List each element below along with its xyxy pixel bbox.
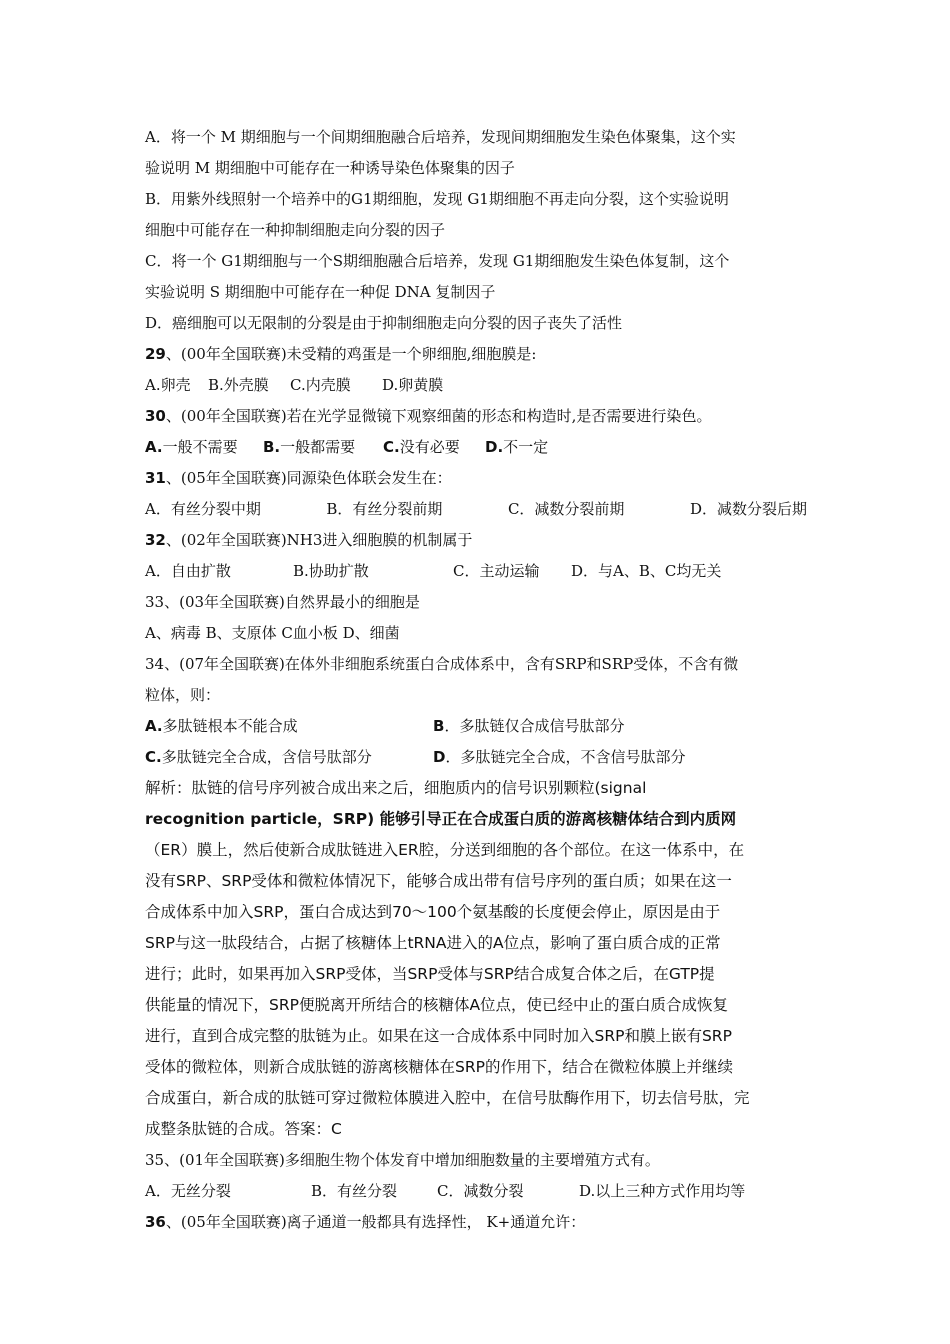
q30-number: 30: [145, 407, 166, 425]
q32-option: B.协助扩散: [293, 562, 369, 580]
q30-option: D.不一定: [485, 438, 549, 456]
q36-number: 36: [145, 1213, 166, 1231]
q32-option: D．与A、B、C均无关: [571, 562, 722, 580]
analysis-line: 合成蛋白，新合成的肽链可穿过微粒体膜进入腔中，在信号肽酶作用下，切去信号肽，完: [145, 1089, 750, 1107]
q34-stem-line1: 34、(07年全国联赛)在体外非细胞系统蛋白合成体系中，含有SRP和SRP受体，不含有微: [145, 655, 739, 673]
q33-stem: 33、(03年全国联赛)自然界最小的细胞是: [145, 593, 420, 611]
q34-options-row1: [145, 711, 815, 742]
q28-option-a-line1: A．将一个 M 期细胞与一个间期细胞融合后培养，发现间期细胞发生染色体聚集，这个实: [145, 128, 736, 146]
analysis-line: 没有SRP、SRP受体和微粒体情况下，能够合成出带有信号序列的蛋白质；如果在这一: [145, 872, 732, 890]
q28-option-c-line2: 实验说明 S 期细胞中可能存在一种促 DNA 复制因子: [145, 283, 496, 301]
q32-number: 32: [145, 531, 166, 549]
q32-stem: [145, 525, 815, 556]
analysis-line: （ER）膜上，然后使新合成肽链进入ER腔，分送到细胞的各个部位。在这一体系中，在: [145, 841, 745, 859]
q31-option: C．减数分裂前期: [507, 500, 625, 518]
q29-stem: [145, 339, 815, 370]
q35-options: [145, 1176, 815, 1207]
q36-stem-text: 、(05年全国联赛)离子通道一般都具有选择性， K+通道允许：: [165, 1213, 586, 1231]
q31-option: A．有丝分裂中期: [145, 500, 261, 518]
q32-stem-text: 、(02年全国联赛)NH3进入细胞膜的机制属于: [165, 531, 473, 549]
analysis-line: 供能量的情况下，SRP便脱离开所结合的核糖体A位点，使已经中止的蛋白质合成恢复: [145, 996, 729, 1014]
analysis-line: 受体的微粒体，则新合成肽链的游离核糖体在SRP的作用下，结合在微粒体膜上并继续: [145, 1058, 733, 1076]
q34-option-b: B．多肽链仅合成信号肽部分: [433, 717, 625, 735]
q34-stem-line2: 粒体，则：: [145, 686, 221, 704]
q29-option: B.外壳膜: [208, 376, 269, 394]
q35-option: C．减数分裂: [437, 1182, 524, 1200]
q30-option: A.一般不需要: [145, 438, 238, 456]
document-page: [145, 122, 815, 1238]
q32-options: [145, 556, 815, 587]
q29-options: [145, 370, 815, 401]
q31-option: D．减数分裂后期: [689, 500, 807, 518]
q30-option: B.一般都需要: [263, 438, 356, 456]
q30-stem-text: 、(00年全国联赛)若在光学显微镜下观察细菌的形态和构造时,是否需要进行染色。: [165, 407, 712, 425]
q28-option-d: D．癌细胞可以无限制的分裂是由于抑制细胞走向分裂的因子丧失了活性: [145, 314, 623, 332]
q30-stem: [145, 401, 815, 432]
q35-stem: 35、(01年全国联赛)多细胞生物个体发育中增加细胞数量的主要增殖方式有。: [145, 1151, 660, 1169]
q29-option: A.卵壳: [145, 376, 191, 394]
q35-option: A．无丝分裂: [145, 1182, 231, 1200]
q28-option-c-line1: C．将一个 G1期细胞与一个S期细胞融合后培养，发现 G1期细胞发生染色体复制，这个: [145, 252, 730, 270]
q29-option: D.卵黄膜: [382, 376, 444, 394]
q36-stem: [145, 1207, 815, 1238]
q30-option: C.没有必要: [383, 438, 460, 456]
q31-number: 31: [145, 469, 166, 487]
q33-options: A、病毒 B、支原体 C血小板 D、细菌: [145, 624, 400, 642]
q28-option-b-line2: 细胞中可能存在一种抑制细胞走向分裂的因子: [145, 221, 446, 239]
analysis-line: 进行，直到合成完整的肽链为止。如果在这一合成体系中同时加入SRP和膜上嵌有SRP: [145, 1027, 732, 1045]
q34-options-row2: [145, 742, 815, 773]
analysis-line: SRP与这一肽段结合，占据了核糖体上tRNA进入的A位点，影响了蛋白质合成的正常: [145, 934, 721, 952]
q29-option: C.内壳膜: [290, 376, 351, 394]
analysis-line: 解析：肽链的信号序列被合成出来之后，细胞质内的信号识别颗粒(signal: [145, 779, 647, 797]
q32-option: C．主动运输: [453, 562, 540, 580]
q28-option-a-line2: 验说明 M 期细胞中可能存在一种诱导染色体聚集的因子: [145, 159, 515, 177]
q34-option-d: D．多肽链完全合成，不含信号肽部分: [433, 748, 686, 766]
q29-stem-text: 、(00年全国联赛)未受精的鸡蛋是一个卵细胞,细胞膜是:: [165, 345, 537, 363]
q34-option-a: A.多肽链根本不能合成: [145, 717, 298, 735]
q35-option: D.以上三种方式作用均等: [579, 1182, 746, 1200]
q31-options: [145, 494, 807, 525]
analysis-line: recognition particle，SRP) 能够引导正在合成蛋白质的游离核糖体结合到内质网: [145, 810, 737, 828]
q31-stem: [145, 463, 815, 494]
q32-option: A．自由扩散: [145, 562, 231, 580]
q31-stem-text: 、(05年全国联赛)同源染色体联会发生在：: [165, 469, 452, 487]
q30-options: [145, 432, 815, 463]
q31-option: B．有丝分裂前期: [326, 500, 443, 518]
q35-option: B．有丝分裂: [311, 1182, 398, 1200]
analysis-line: 成整条肽链的合成。答案：C: [145, 1120, 342, 1138]
q29-number: 29: [145, 345, 166, 363]
q34-option-c: C.多肽链完全合成，含信号肽部分: [145, 748, 372, 766]
analysis-line: 合成体系中加入SRP，蛋白合成达到70～100个氨基酸的长度便会停止，原因是由于: [145, 903, 721, 921]
q34-analysis: [145, 773, 807, 1145]
q28-option-b-line1: B．用紫外线照射一个培养中的G1期细胞，发现 G1期细胞不再走向分裂，这个实验说明: [145, 190, 729, 208]
analysis-line: 进行；此时，如果再加入SRP受体，当SRP受体与SRP结合成复合体之后，在GTP提: [145, 965, 715, 983]
